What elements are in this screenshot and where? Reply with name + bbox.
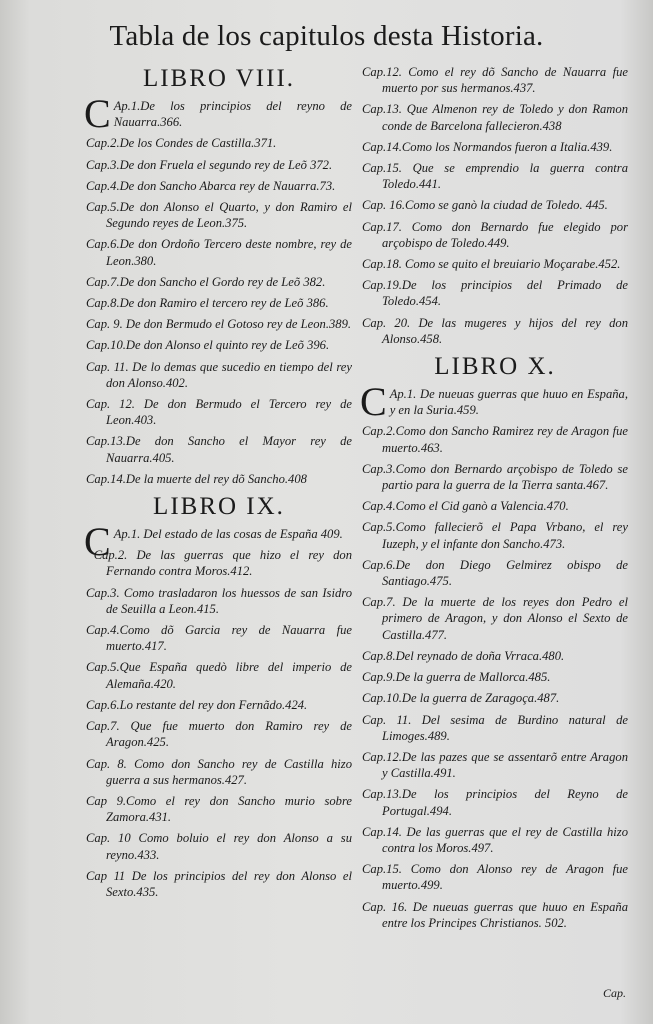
catchword: Cap. bbox=[603, 986, 627, 1000]
chapter-entry: Cap. 11. Del sesima de Burdino natural de Limoges.489. bbox=[362, 712, 628, 743]
chapter-entry: Cap.7. De la muerte de los reyes don Pedro el primero de Aragon, y don Alonso el Sexto de Castilla.477. bbox=[362, 595, 628, 642]
chapter-entry: Cap.6.Lo restante del rey don Fernãdo.424. bbox=[86, 697, 308, 712]
chapter-entry: Cap.2.De los Condes de Castilla.371. bbox=[86, 136, 277, 151]
chapter-entry: Cap. 8. Como don Sancho rey de Castilla hizo guerra a sus hermanos.427. bbox=[86, 756, 352, 787]
chapter-entry: Cap.2. De las guerras que hizo el rey don Fernando contra Moros.412. bbox=[93, 548, 352, 579]
chapter-entry: Cap. 20. De las mugeres y hijos del rey don Alonso.458. bbox=[362, 315, 628, 346]
chapter-entry: Cap.9.De la guerra de Mallorca.485. bbox=[362, 670, 551, 685]
chapter-entry: Cap.4.Como dõ Garcia rey de Nauarra fue muerto.417. bbox=[86, 623, 352, 654]
chapter-entry: Cap.5.Que España quedò libre del imperio de Alemaña.420. bbox=[86, 660, 352, 691]
chapter-entry: Cap.3.De don Fruela el segundo rey de Leõ 372. bbox=[86, 157, 333, 172]
book-heading-ix: LIBRO IX. bbox=[153, 493, 285, 521]
chapter-entry: Cap.8.Del reynado de doña Vrraca.480. bbox=[362, 648, 565, 663]
chapter-entry: Cap.4.De don Sancho Abarca rey de Nauarra.73. bbox=[86, 178, 336, 193]
chapter-entry: Cap.15. Que se emprendio la guerra contra Toledo.441. bbox=[362, 161, 628, 192]
chapter-entry: Cap.8.De don Ramiro el tercero rey de Leõ 386. bbox=[86, 296, 329, 311]
chapter-entry: Cap.14.Como los Normandos fueron a Italia.439. bbox=[362, 139, 613, 154]
chapter-entry: Cap.4.Como el Cid ganò a Valencia.470. bbox=[362, 499, 569, 514]
chapter-entry: Cap. 11. De lo demas que sucedio en tiempo del rey don Alonso.402. bbox=[86, 359, 352, 390]
chapter-entry: Cap.7.De don Sancho el Gordo rey de Leõ 382. bbox=[86, 274, 326, 289]
chapter-entry: Cap.13.De don Sancho el Mayor rey de Nauarra.405. bbox=[86, 434, 352, 465]
chapter-entry: Cap. 12. De don Bermudo el Tercero rey de Leon.403. bbox=[86, 397, 352, 428]
page-title: Tabla de los capitulos desta Historia. bbox=[109, 20, 544, 52]
drop-cap: C bbox=[360, 379, 387, 425]
chapter-entry: Cap.12. Como el rey dõ Sancho de Nauarra fue muerto por sus hermanos.437. bbox=[362, 65, 628, 96]
chapter-entry: Cap.5.De don Alonso el Quarto, y don Ramiro el Segundo reyes de Leon.375. bbox=[86, 200, 352, 231]
chapter-entry: Cap.18. Como se quito el breuiario Moçarabe.452. bbox=[362, 257, 621, 272]
chapter-entry: Cap. 10 Como boluio el rey don Alonso a su reyno.433. bbox=[86, 831, 352, 862]
book-heading-x: LIBRO X. bbox=[434, 353, 556, 381]
chapter-entry: Cap. 16. De nueuas guerras que huuo en España entre los Principes Christianos. 502. bbox=[362, 899, 628, 930]
left-column bbox=[86, 64, 352, 905]
chapter-entry: Cap.15. Como don Alonso rey de Aragon fue muerto.499. bbox=[362, 862, 628, 893]
chapter-entry: Cap.3. Como trasladaron los huessos de san Isidro de Seuilla a Leon.415. bbox=[86, 585, 352, 616]
chapter-entry: Cap.19.De los principios del Primado de Toledo.454. bbox=[362, 278, 628, 309]
right-column bbox=[362, 64, 628, 936]
chapter-entry: Cap.6.De don Diego Gelmirez obispo de Santiago.475. bbox=[362, 557, 628, 589]
chapter-entry: C Ap.1.De los principios del reyno de Nauarra.366. bbox=[84, 91, 352, 136]
chapter-entry: Cap 11 De los principios del rey don Alonso el Sexto.435. bbox=[86, 868, 352, 899]
chapter-entry: Cap.7. Que fue muerto don Ramiro rey de Aragon.425. bbox=[86, 719, 352, 750]
drop-cap: C bbox=[84, 91, 111, 136]
book-heading-viii: LIBRO VIII. bbox=[142, 65, 296, 92]
chapter-entry: Cap 9.Como el rey don Sancho murio sobre Zamora.431. bbox=[86, 793, 352, 825]
chapter-entry: Cap.17. Como don Bernardo fue elegido por arçobispo de Toledo.449. bbox=[362, 219, 628, 250]
chapter-entry: Cap.14. De las guerras que el rey de Castilla hizo contra los Moros.497. bbox=[362, 824, 628, 855]
chapter-entry: Cap.5.Como fallecierõ el Papa Vrbano, el rey Iuzeph, y el infante don Sancho.473. bbox=[362, 520, 628, 551]
chapter-entry: Cap.3.Como don Bernardo arçobispo de Toledo se partio para la guerra de la Tierra santa.467. bbox=[362, 461, 628, 493]
chapter-entry: Cap.13.De los principios del Reyno de Portugal.494. bbox=[362, 787, 628, 818]
chapter-entry: Cap.13. Que Almenon rey de Toledo y don Ramon conde de Barcelona fallecieron.438 bbox=[362, 102, 628, 133]
chapter-entry: Cap. 9. De don Bermudo el Gotoso rey de Leon.389. bbox=[86, 317, 352, 332]
chapter-entry: Cap.14.De la muerte del rey dõ Sancho.408 bbox=[86, 471, 307, 486]
chapter-entry: Cap. 16.Como se ganò la ciudad de Toledo. 445. bbox=[362, 198, 608, 213]
chapter-entry: Cap.10.De la guerra de Zaragoça.487. bbox=[362, 691, 560, 706]
chapter-entry: C Ap.1. De nueuas guerras que huuo en España, y en la Suria.459. bbox=[360, 379, 628, 425]
chapter-entry: Cap.12.De las pazes que se assentarõ entre Aragon y Castilla.491. bbox=[362, 749, 628, 781]
drop-cap: C bbox=[84, 519, 111, 565]
chapter-entry: Cap.2.Como don Sancho Ramirez rey de Aragon fue muerto.463. bbox=[362, 424, 628, 455]
chapter-entry: Cap.6.De don Ordoño Tercero deste nombre, rey de Leon.380. bbox=[86, 237, 352, 268]
chapter-entry: Cap.10.De don Alonso el quinto rey de Leõ 396. bbox=[86, 338, 330, 353]
chapter-entry: C Ap.1. Del estado de las cosas de España 409. bbox=[84, 519, 343, 565]
